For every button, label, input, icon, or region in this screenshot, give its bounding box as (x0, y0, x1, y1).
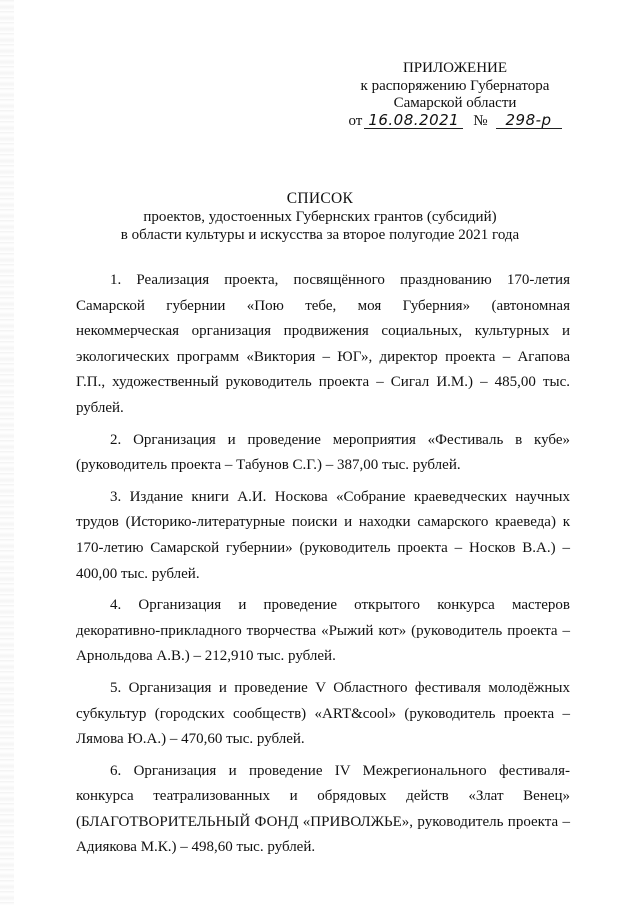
from-label: от (348, 112, 363, 129)
order-reference (330, 110, 580, 131)
list-item: 6. Организация и проведение IV Межрегионального фестиваля-конкурса театрализованных и обрядовых действ «Злат Венец» (БЛАГОТВОРИТЕЛЬНЫЙ ФОНД «ПРИВОЛЖЬЕ», руководитель проекта – Адиякова М.К.) – 498,60 тыс. рублей. (76, 762, 570, 856)
number-label: № (473, 112, 488, 129)
title-line-2: проектов, удостоенных Губернских грантов (субсидий) (143, 209, 497, 225)
title-line-3: в области культуры и искусства за второе полугодие 2021 года (120, 227, 520, 243)
document-title-block (60, 190, 580, 244)
list-item: 3. Издание книги А.И. Носкова «Собрание краеведческих научных трудов (Историко-литературные поиски и находки самарского краеведа) к 170-летию Самарской губернии» (руководитель проекта – Носков В.А.) – 400,00 тыс. рублей. (76, 488, 570, 582)
scan-edge-artifact (0, 0, 14, 905)
list-item: 2. Организация и проведение мероприятия «Фестиваль в кубе» (руководитель проекта – Табунов С.Г.) – 387,00 тыс. рублей. (76, 431, 570, 474)
handwritten-number: 298-р (496, 113, 562, 129)
appendix-heading: ПРИЛОЖЕНИЕ (402, 60, 508, 76)
list-item: 1. Реализация проекта, посвящённого празднованию 170-летия Самарской губернии «Пою тебе, моя Губерния» (автономная некоммерческая организация продвижения социальных, культурных и экологических программ «Виктория – ЮГ», директор проекта – Агапова Г.П., художественный руководитель проекта – Сигал И.М.) – 485,00 тыс. рублей. (76, 272, 570, 416)
handwritten-date: 16.08.2021 (364, 113, 463, 129)
appendix-header (330, 60, 580, 130)
document-title: СПИСОК (286, 190, 354, 207)
projects-list (76, 268, 570, 867)
list-item: 5. Организация и проведение V Областного фестиваля молодёжных субкультур (городских сообществ) «ART&cool» (руководитель проекта – Лямова Ю.А.) – 470,60 тыс. рублей. (76, 679, 570, 748)
appendix-line-3: Самарской области (393, 95, 517, 111)
list-item: 4. Организация и проведение открытого конкурса мастеров декоративно-прикладного творчества «Рыжий кот» (руководитель проекта – Арнольдова А.В.) – 212,910 тыс. рублей. (76, 597, 570, 665)
appendix-line-2: к распоряжению Губернатора (360, 77, 550, 94)
